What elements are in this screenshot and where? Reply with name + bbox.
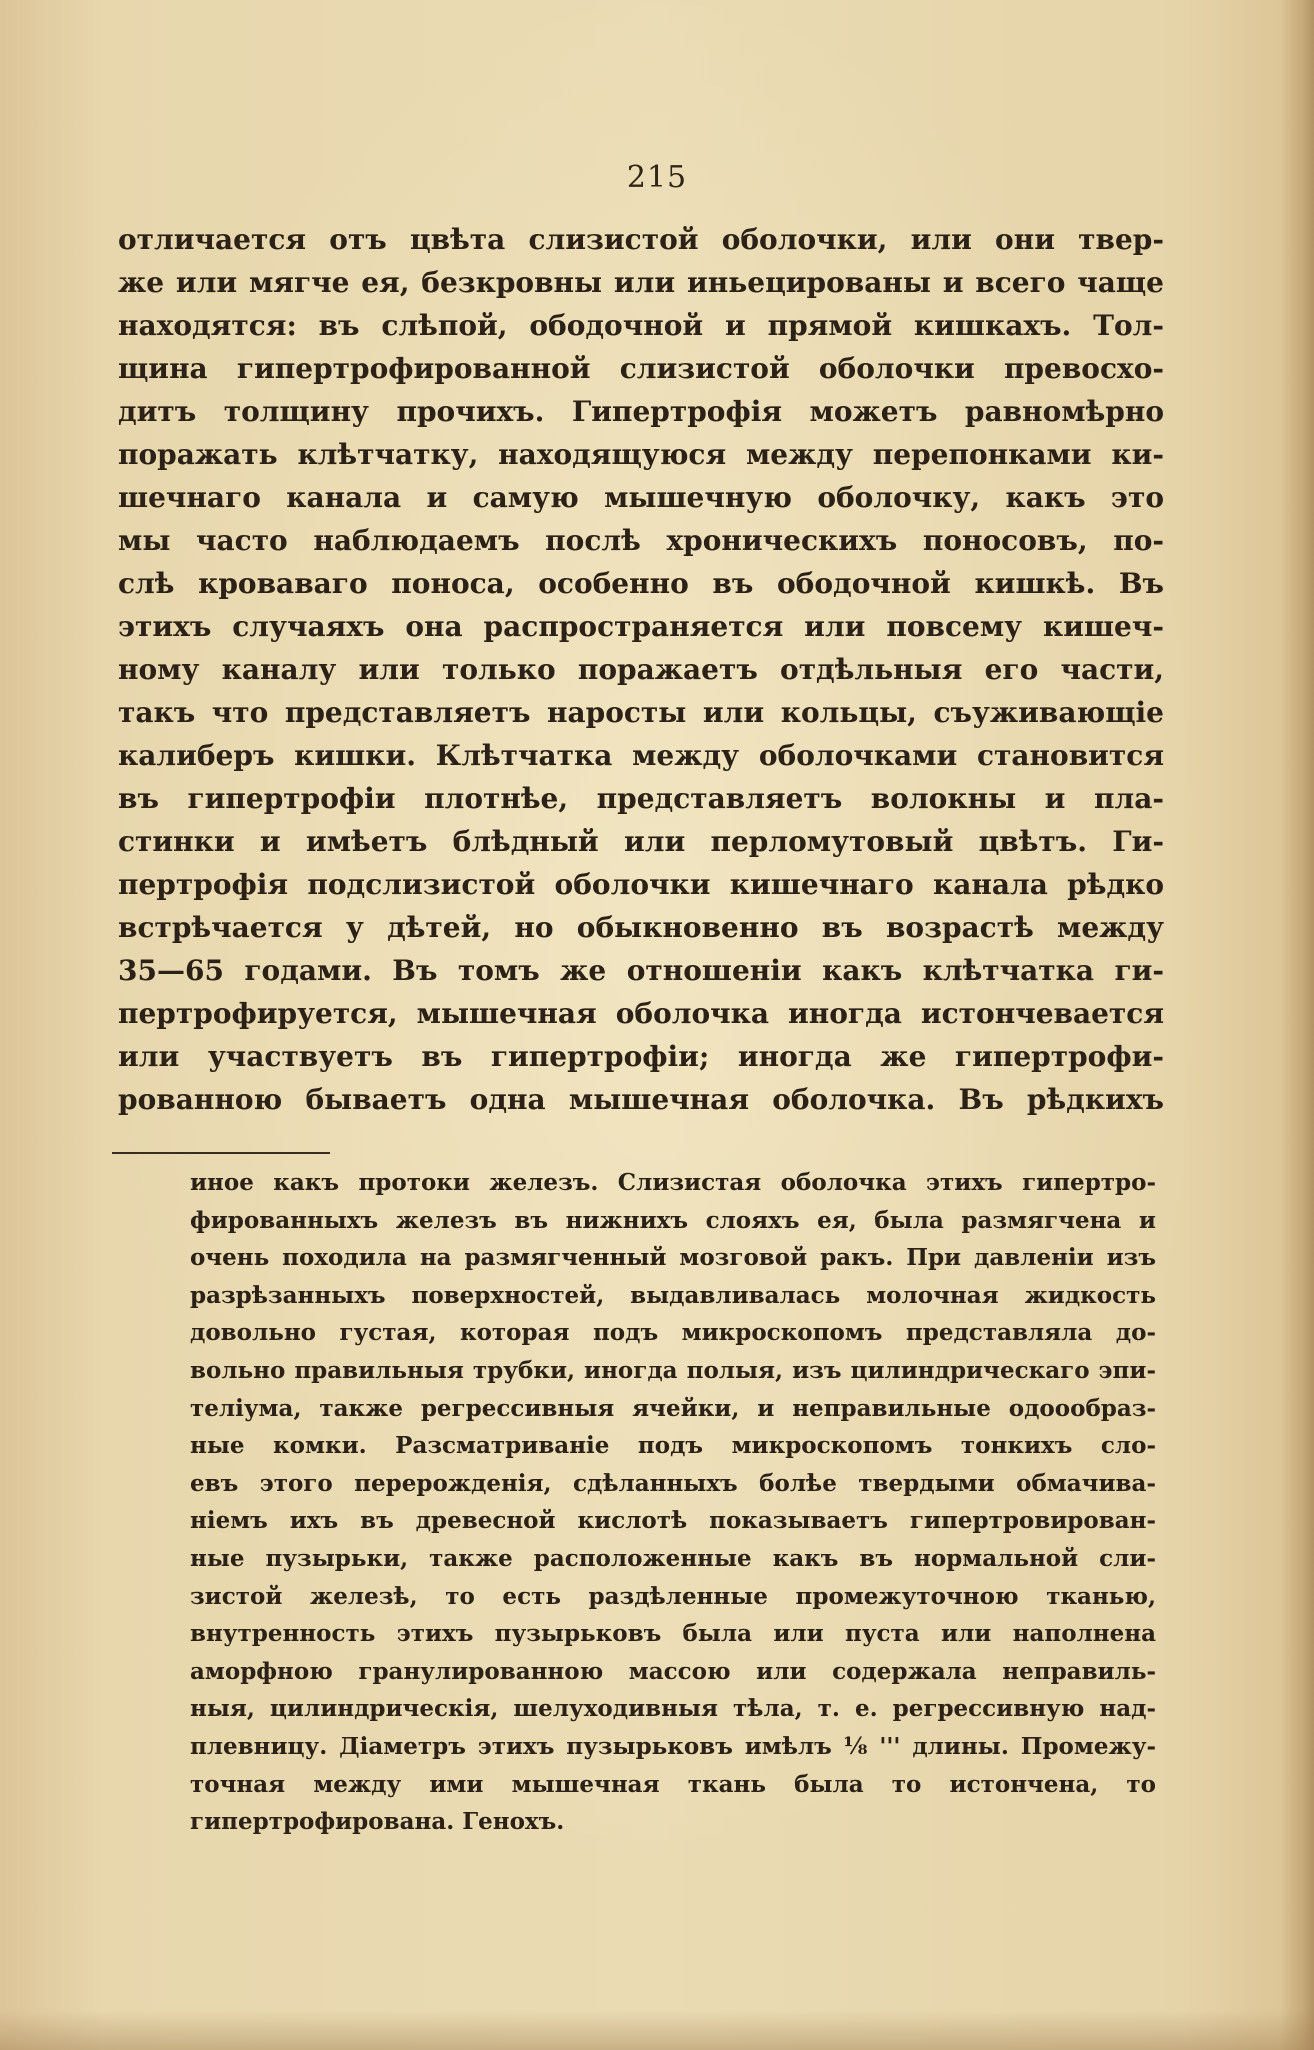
text-line: пертрофія подслизистой оболочки кишечнаго канала рѣдко: [118, 868, 1164, 901]
text-line: мы часто наблюдаемъ послѣ хроническихъ поносовъ, по-: [118, 524, 1164, 557]
text-line: пертрофируется, мышечная оболочка иногда истончевается: [118, 997, 1164, 1030]
footnote-line: фированныхъ железъ въ нижнихъ слояхъ ея, была размягчена и: [190, 1206, 1156, 1234]
text-line: же или мягче ея, безкровны или иньецированы и всего чаще: [118, 266, 1164, 299]
footnote-line: вольно правильныя трубки, иногда полыя, изъ цилиндрическаго эпи-: [190, 1356, 1156, 1384]
text-line: дитъ толщину прочихъ. Гипертрофія можетъ равномѣрно: [118, 395, 1164, 428]
footnote-line: зистой железѣ, то есть раздѣленные промежуточною тканью,: [190, 1582, 1156, 1610]
footnote-line: ные пузырьки, также расположенные какъ въ нормальной сли-: [190, 1544, 1156, 1572]
text-line: встрѣчается у дѣтей, но обыкновенно въ возрастѣ между: [118, 911, 1164, 944]
footnote-line: ныя, цилиндрическія, шелуходивныя тѣла, т. е. регрессивную над-: [190, 1695, 1156, 1723]
page-number: 215: [626, 160, 688, 195]
footnote-line: довольно густая, которая подъ микроскопомъ представляла до-: [190, 1319, 1156, 1347]
footnote-line: теліума, также регрессивныя ячейки, и неправильные одоообраз-: [190, 1394, 1156, 1422]
page-edge-shadow: [1280, 0, 1314, 2050]
footnote-line: разрѣзанныхъ поверхностей, выдавливалась молочная жидкость: [190, 1281, 1156, 1309]
text-line: рованною бываетъ одна мышечная оболочка. Въ рѣдкихъ: [118, 1083, 1164, 1116]
text-line: или участвуетъ въ гипертрофіи; иногда же гипертрофи-: [118, 1040, 1164, 1073]
text-line: поражать клѣтчатку, находящуюся между перепонками ки-: [118, 438, 1164, 471]
footnote-line: плевницу. Діаметръ этихъ пузырьковъ имѣлъ ⅛ ''' длины. Промежу-: [190, 1732, 1156, 1760]
text-line: 35—65 годами. Въ томъ же отношеніи какъ клѣтчатка ги-: [118, 954, 1164, 987]
footnote-line: аморфною гранулированною массою или содержала неправиль-: [190, 1657, 1156, 1685]
text-line: стинки и имѣетъ блѣдный или перломутовый цвѣтъ. Ги-: [118, 825, 1164, 858]
text-line: такъ что представляетъ наросты или кольцы, съуживающіе: [118, 696, 1164, 729]
text-line: ному каналу или только поражаетъ отдѣльныя его части,: [118, 653, 1164, 686]
footnote-line: ные комки. Разсматриваніе подъ микроскопомъ тонкихъ сло-: [190, 1432, 1156, 1460]
footnote-line: евъ этого перерожденія, сдѣланныхъ болѣе твердыми обмачива-: [190, 1469, 1156, 1497]
text-line: щина гипертрофированной слизистой оболочки превосхо-: [118, 352, 1164, 385]
footnote-line: очень походила на размягченный мозговой ракъ. При давленіи изъ: [190, 1244, 1156, 1272]
footnote-line: ніемъ ихъ въ древесной кислотѣ показываетъ гипертровирован-: [190, 1507, 1156, 1535]
footnote-line: гипертрофирована. Генохъ.: [190, 1808, 565, 1836]
footnote-separator: [112, 1152, 330, 1154]
text-line: калиберъ кишки. Клѣтчатка между оболочками становится: [118, 739, 1164, 772]
footnote-line: иное какъ протоки железъ. Слизистая оболочка этихъ гипертро-: [190, 1169, 1156, 1196]
text-line: этихъ случаяхъ она распространяется или повсему кишеч-: [118, 610, 1164, 643]
text-line: слѣ кроваваго поноса, особенно въ ободочной кишкѣ. Въ: [118, 567, 1164, 600]
footnote-line: точная между ими мышечная ткань была то истончена, то: [190, 1770, 1156, 1798]
text-line: въ гипертрофіи плотнѣе, представляетъ волокны и пла-: [118, 782, 1164, 815]
main-text: [118, 218, 1164, 1121]
page-bottom-shadow: [0, 2010, 1314, 2050]
text-line: отличается отъ цвѣта слизистой оболочки, или они твер-: [118, 223, 1164, 256]
text-line: шечнаго канала и самую мышечную оболочку, какъ это: [118, 481, 1164, 514]
footnote-line: внутренность этихъ пузырьковъ была или пуста или наполнена: [190, 1620, 1156, 1648]
footnote-text: [190, 1164, 1156, 1841]
text-line: находятся: въ слѣпой, ободочной и прямой кишкахъ. Тол-: [118, 309, 1164, 342]
